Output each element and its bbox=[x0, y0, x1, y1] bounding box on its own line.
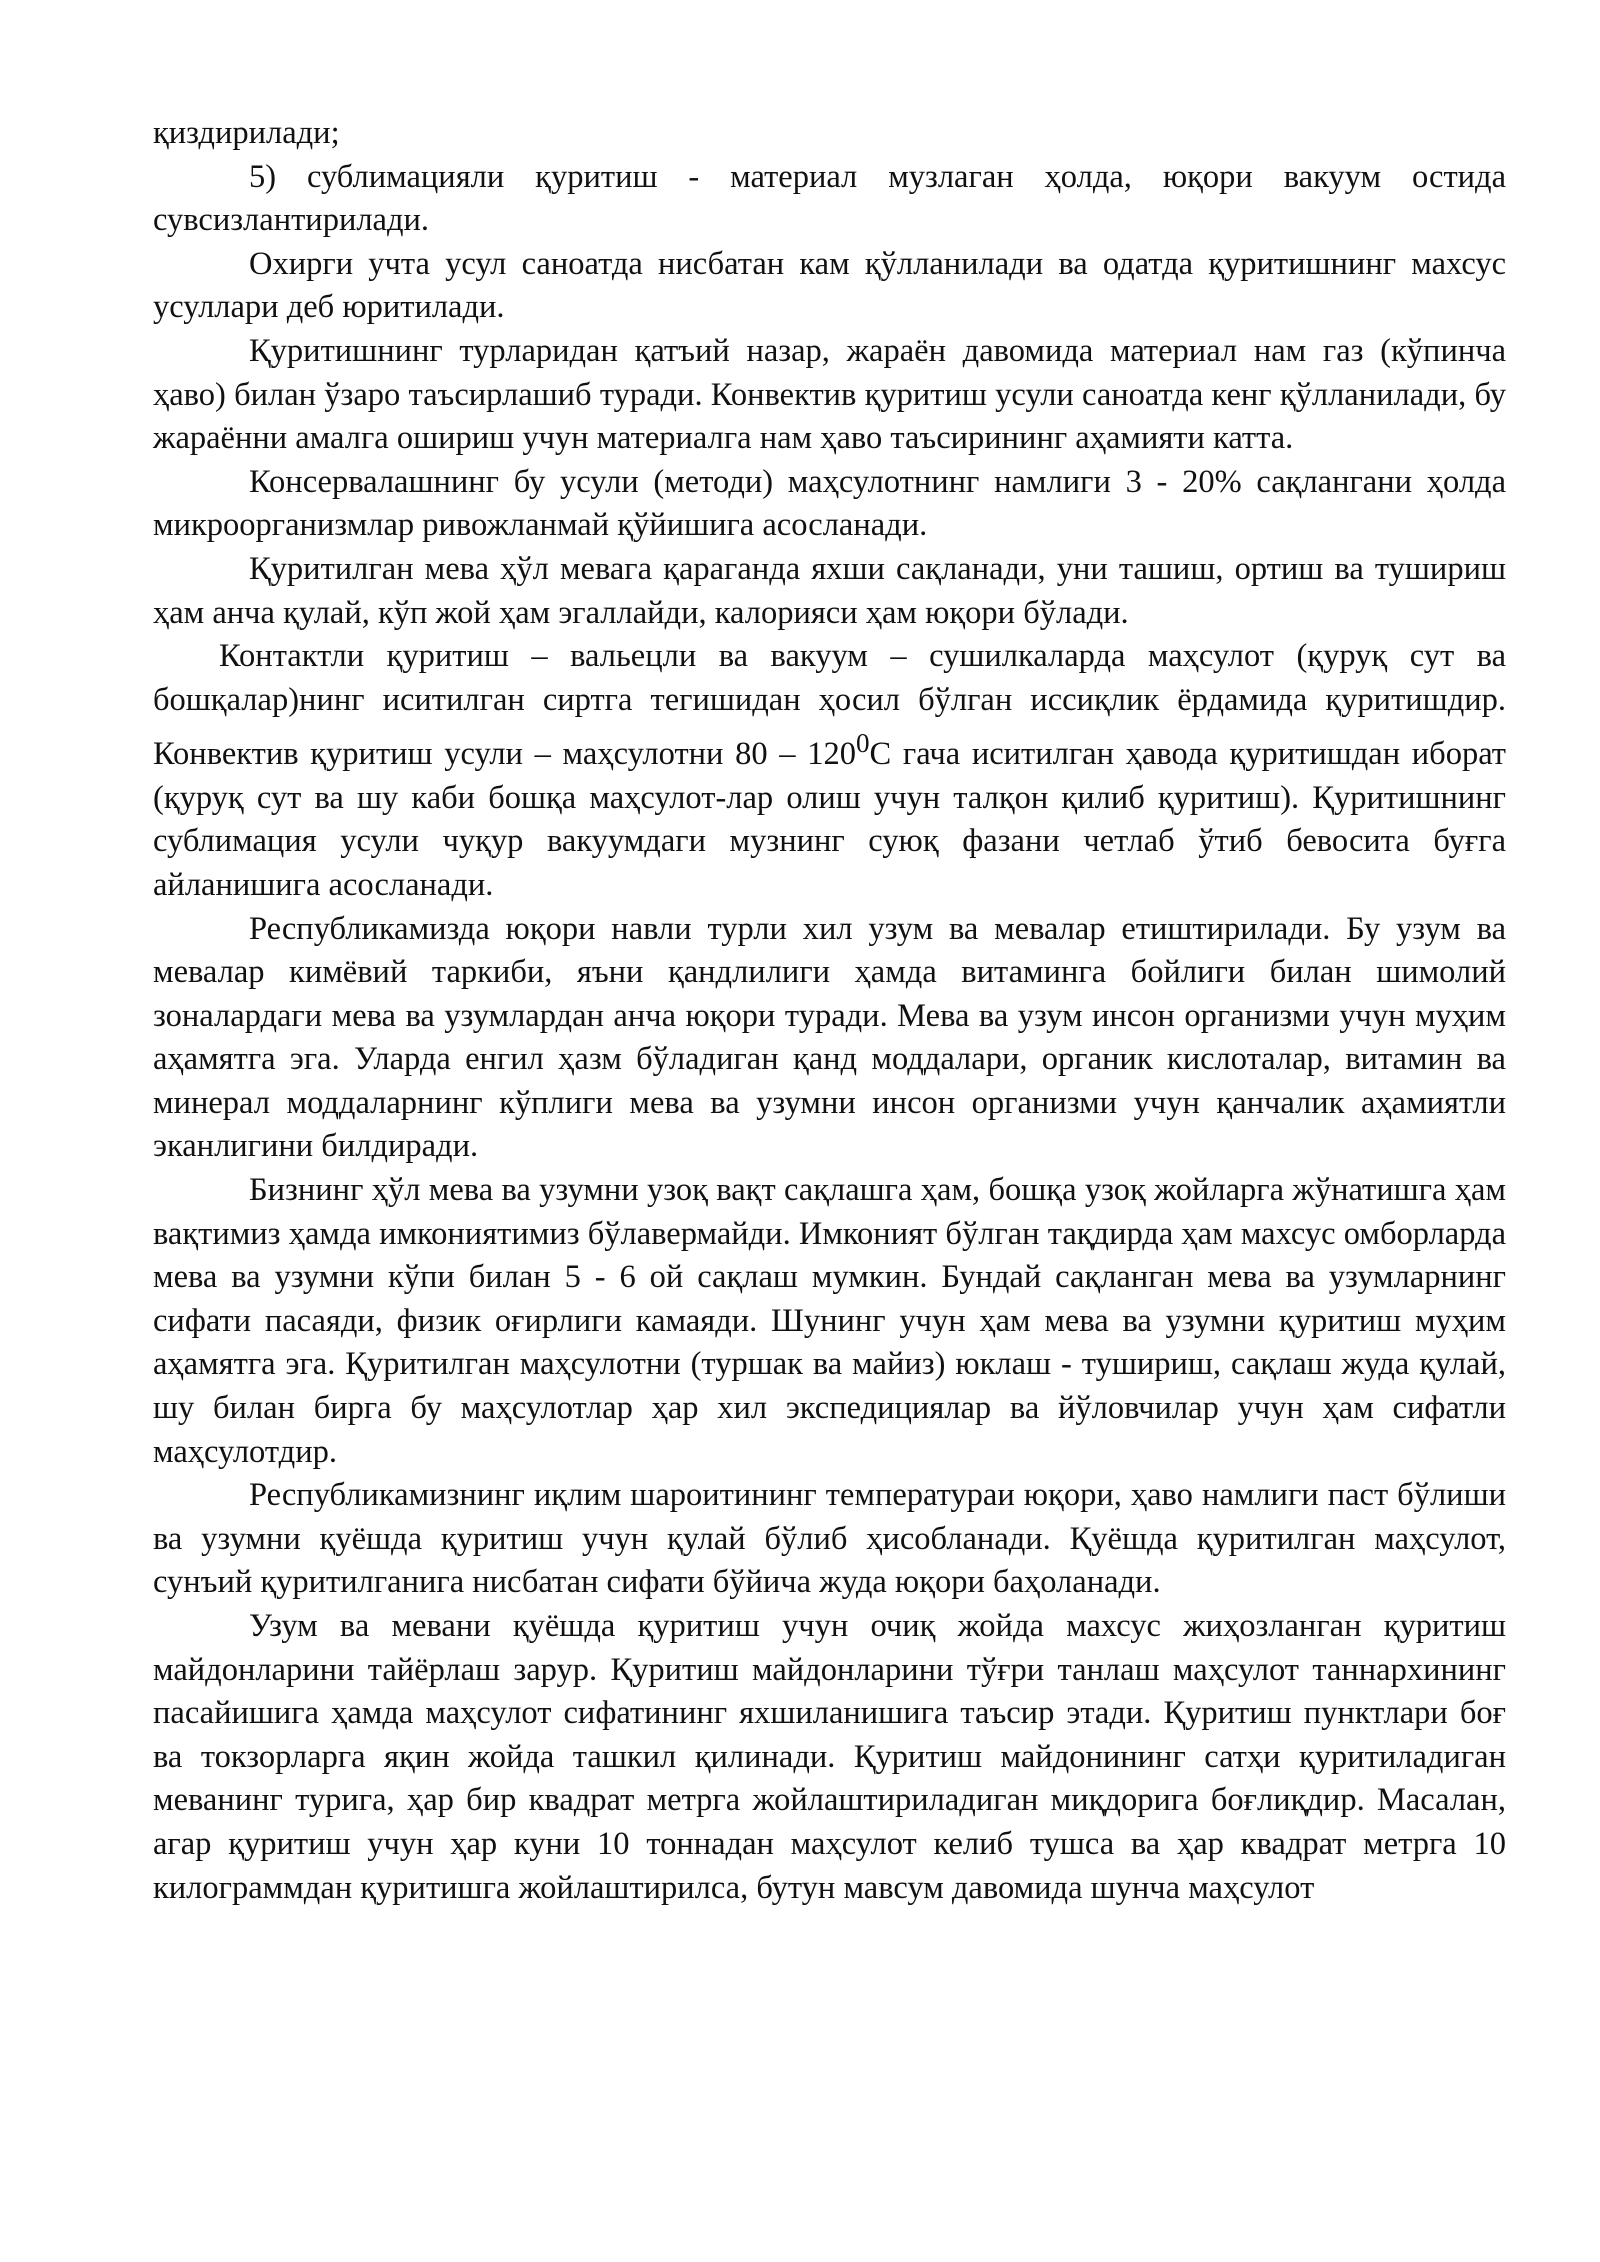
degree-superscript: 0 bbox=[856, 728, 870, 759]
paragraph-3: Охирги учта усул саноатда нисбатан кам қўлланилади ва одатда қуритишнинг махсус усуллари деб юритилади. bbox=[153, 245, 1506, 326]
paragraph-7 bbox=[153, 635, 1506, 907]
paragraph-7-text-b: С гача иситилган ҳавода қуритишдан иборат (қуруқ сут ва шу каби бошқа маҳсулот-лар олиш учун талқон қилиб қуритиш). Қуритишнинг сублимация усули чуқур вакуумдаги музнинг суюқ фазани четлаб ўтиб бевосита буғга айланишига асосланади. bbox=[153, 736, 1506, 903]
paragraph-2: 5) сублимацияли қуритиш - материал музлаган ҳолда, юқори вакуум остида сувсизлантирилади. bbox=[153, 158, 1506, 239]
paragraph-4: Қуритишнинг турларидан қатъий назар, жараён давомида материал нам газ (кўпинча ҳаво) билан ўзаро таъсирлашиб туради. Конвектив қуритиш усули саноатда кенг қўлланилади, бу жараённи амалга ошириш учун материалга нам ҳаво таъсирининг аҳамияти катта. bbox=[153, 332, 1506, 457]
paragraph-7-text-a: Контактли қуритиш – вальецли ва вакуум – сушилкаларда маҳсулот (қуруқ сут ва бошқалар)нинг иситилган сиртга тегишидан ҳосил бўлган иссиқлик ёрдамида қуритишдир. Конвектив қуритиш усули – маҳсулотни 80 – 120 bbox=[153, 638, 1506, 773]
paragraph-11: Узум ва мевани қуёшда қуритиш учун очиқ жойда махсус жиҳозланган қуритиш майдонларини тайёрлаш зарур. Қуритиш майдонларини тўғри танлаш маҳсулот таннархининг пасайишига ҳамда маҳсулот сифатининг яхшиланишига таъсир этади. Қуритиш пунктлари боғ ва токзорларга яқин жойда ташкил қилинади. Қуритиш майдонининг сатҳи қуритиладиган меванинг турига, ҳар бир квадрат метрга жойлаштириладиган миқдорига боғлиқдир. Масалан, агар қуритиш учун ҳар куни 10 тоннадан маҳсулот келиб тушса ва ҳар квадрат метрга 10 килограммдан қуритишга жойлаштирилса, бутун мавсум давомида шунча маҳсулот bbox=[153, 1608, 1506, 1906]
document-page bbox=[153, 112, 1506, 1910]
paragraph-6: Қуритилган мева ҳўл мевага қараганда яхши сақланади, уни ташиш, ортиш ва тушириш ҳам анча қулай, кўп жой ҳам эгаллайди, калорияси ҳам юқори бўлади. bbox=[153, 550, 1506, 631]
paragraph-8: Республикамизда юқори навли турли хил узум ва мевалар етиштирилади. Бу узум ва мевалар кимёвий таркиби, яъни қандлилиги ҳамда витаминга бойлиги билан шимолий зоналардаги мева ва узумлардан анча юқори туради. Мева ва узум инсон организми учун муҳим аҳамятга эга. Уларда енгил ҳазм бўладиган қанд моддалари, органик кислоталар, витамин ва минерал моддаларнинг кўплиги мева ва узумни инсон организми учун қанчалик аҳамиятли эканлигини билдиради. bbox=[153, 910, 1506, 1165]
paragraph-5: Консервалашнинг бу усули (методи) маҳсулотнинг намлиги 3 - 20% сақлангани ҳолда микроорганизмлар ривожланмай қўйишига асосланади. bbox=[153, 463, 1506, 544]
paragraph-9: Бизнинг ҳўл мева ва узумни узоқ вақт сақлашга ҳам, бошқа узоқ жойларга жўнатишга ҳам вақтимиз ҳамда имкониятимиз бўлавермайди. Имконият бўлган тақдирда ҳам махсус омборларда мева ва узумни кўпи билан 5 - 6 ой сақлаш мумкин. Бундай сақланган мева ва узумларнинг сифати пасаяди, физик оғирлиги камаяди. Шунинг учун ҳам мева ва узумни қуритиш муҳим аҳамятга эга. Қуритилган маҳсулотни (туршак ва майиз) юклаш - тушириш, сақлаш жуда қулай, шу билан бирга бу маҳсулотлар ҳар хил экспедициялар ва йўловчилар учун ҳам сифатли маҳсулотдир. bbox=[153, 1172, 1506, 1470]
paragraph-10: Республикамизнинг иқлим шароитининг температураи юқори, ҳаво намлиги паст бўлиши ва узумни қуёшда қуритиш учун қулай бўлиб ҳисобланади. Қуёшда қуритилган маҳсулот, сунъий қуритилганига нисбатан сифати бўйича жуда юқори баҳоланади. bbox=[153, 1477, 1506, 1601]
paragraph-1: қиздирилади; bbox=[153, 115, 340, 151]
